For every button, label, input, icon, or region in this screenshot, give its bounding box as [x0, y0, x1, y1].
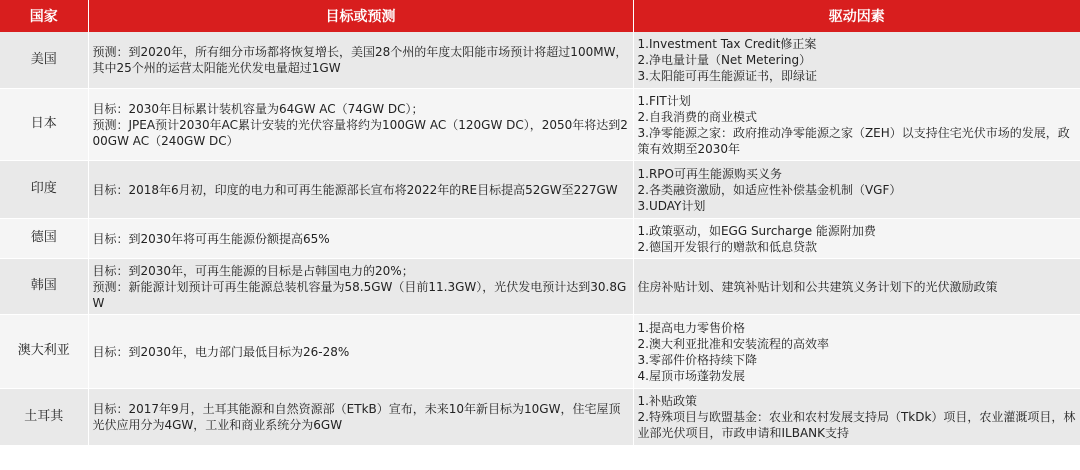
- target-cell: [88, 32, 633, 88]
- driver-line: 住房补贴计划、建筑补贴计划和公共建筑义务计划下的光伏激励政策: [637, 279, 998, 294]
- driver-line: 1.补贴政策: [637, 394, 697, 408]
- table-row: [0, 258, 1080, 314]
- drivers-cell: [633, 160, 1080, 218]
- target-line: 目标：到2030年，可再生能源的目标是占韩国电力的20%；: [92, 263, 414, 278]
- target-line: 预测：到2020年，所有细分市场都将恢复增长，美国28个州的年度太阳能市场预计将超过100MW，其中25个州的运营太阳能光伏发电量超过1GW: [92, 45, 628, 76]
- table-row: [0, 314, 1080, 388]
- drivers-cell: [633, 258, 1080, 314]
- target-line: 预测：新能源计划预计可再生能源总装机容量为58.5GW（目前11.3GW），光伏发电预计达到30.8GW: [92, 279, 627, 310]
- driver-line: 1.FIT计划: [637, 93, 691, 108]
- country-cell: 韩国: [0, 258, 88, 314]
- drivers-cell: [633, 388, 1080, 445]
- header-target: 目标或预测: [88, 0, 633, 32]
- table-row: [0, 88, 1080, 160]
- driver-line: 2.特殊项目与欧盟基金：农业和农村发展支持局（TkDk）项目，农业灌溉项目，林业部光伏项目，市政申请和ILBANK支持: [637, 410, 1076, 440]
- country-cell: 德国: [0, 218, 88, 258]
- drivers-cell: [633, 88, 1080, 160]
- country-cell: 澳大利亚: [0, 314, 88, 388]
- target-line: 目标：2017年9月，土耳其能源和自然资源部（ETkB）宣布，未来10年新目标为10GW，住宅屋顶光伏应用分为4GW，工业和商业系统分为6GW: [92, 402, 621, 432]
- drivers-cell: [633, 218, 1080, 258]
- driver-line: 4.屋顶市场蓬勃发展: [637, 368, 745, 383]
- driver-line: 1.Investment Tax Credit修正案: [637, 37, 817, 52]
- target-cell: [88, 258, 633, 314]
- table-row: [0, 388, 1080, 445]
- driver-line: 2.净电量计量（Net Metering）: [637, 53, 812, 68]
- target-line: 目标：到2030年，电力部门最低目标为26-28%: [92, 344, 350, 359]
- target-line: 目标：2030年目标累计装机容量为64GW AC（74GW DC）；: [92, 101, 424, 116]
- target-line: 目标：到2030年将可再生能源份额提高65%: [92, 231, 330, 246]
- drivers-cell: [633, 314, 1080, 388]
- target-line: 目标：2018年6月初，印度的电力和可再生能源部长宣布将2022年的RE目标提高52GW至227GW: [92, 182, 618, 197]
- target-line: 预测：JPEA预计2030年AC累计安装的光伏容量将约为100GW AC（120GW DC），2050年将达到200GW AC（240GW DC）: [92, 117, 628, 148]
- table-row: [0, 32, 1080, 88]
- driver-line: 3.净零能源之家：政府推动净零能源之家（ZEH）以支持住宅光伏市场的发展，政策有效期至2030年: [637, 125, 1070, 156]
- table-row: [0, 160, 1080, 218]
- driver-line: 2.自我消费的商业模式: [637, 109, 757, 124]
- country-cell: 美国: [0, 32, 88, 88]
- driver-line: 3.UDAY计划: [637, 198, 706, 213]
- target-cell: [88, 160, 633, 218]
- driver-line: 2.德国开发银行的赠款和低息贷款: [637, 239, 817, 254]
- country-cell: 日本: [0, 88, 88, 160]
- header-row: [0, 0, 1080, 32]
- table-row: [0, 218, 1080, 258]
- driver-line: 1.政策驱动，如EGG Surcharge 能源附加费: [637, 223, 876, 238]
- header-drivers: 驱动因素: [633, 0, 1080, 32]
- target-cell: [88, 388, 633, 445]
- target-cell: [88, 314, 633, 388]
- target-cell: [88, 218, 633, 258]
- driver-line: 3.太阳能可再生能源证书，即绿证: [637, 69, 817, 84]
- driver-line: 2.各类融资激励，如适应性补偿基金机制（VGF）: [637, 182, 902, 197]
- driver-line: 2.澳大利亚批准和安装流程的高效率: [637, 336, 829, 351]
- drivers-cell: [633, 32, 1080, 88]
- header-country: 国家: [0, 0, 88, 32]
- driver-line: 1.RPO可再生能源购买义务: [637, 166, 782, 181]
- driver-line: 3.零部件价格持续下降: [637, 352, 757, 367]
- country-cell: 土耳其: [0, 388, 88, 445]
- country-cell: 印度: [0, 160, 88, 218]
- driver-line: 1.提高电力零售价格: [637, 320, 745, 335]
- target-cell: [88, 88, 633, 160]
